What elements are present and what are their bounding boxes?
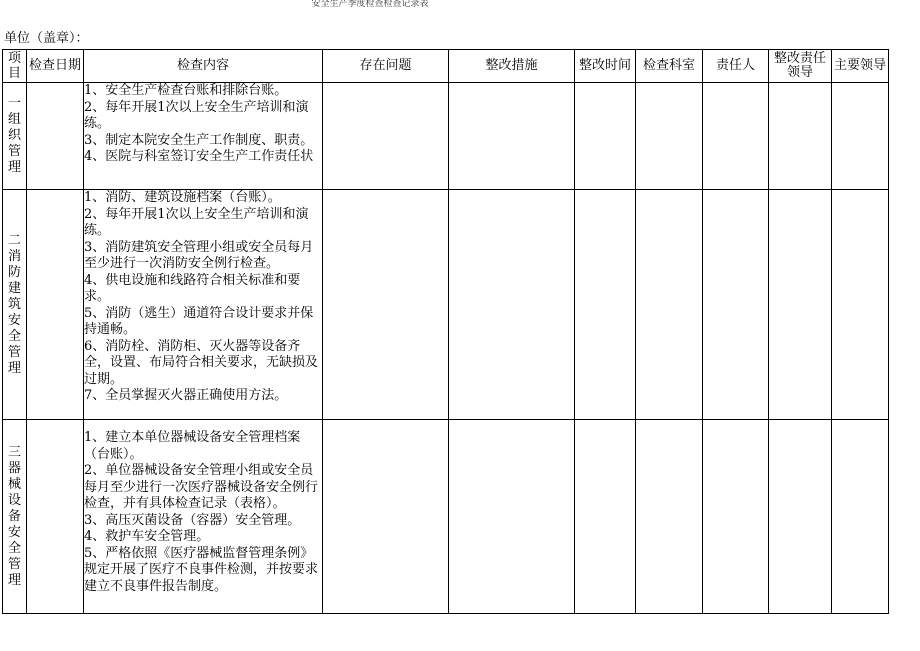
- content-cell: [84, 190, 323, 420]
- content-line: 2、每年开展1次以上安全生产培训和演练。: [84, 206, 309, 238]
- table-row: [3, 83, 889, 190]
- item-label: 二消防建筑安全管理: [8, 232, 22, 376]
- problems-cell[interactable]: [323, 190, 449, 420]
- date-cell[interactable]: [27, 190, 84, 420]
- header-dept: 检查科室: [636, 50, 703, 83]
- content-line: 4、医院与科室签订安全生产工作责任状: [84, 149, 314, 164]
- problems-cell[interactable]: [323, 420, 449, 614]
- content-line: 7、全员掌握灭火器正确使用方法。: [84, 388, 288, 403]
- content-line: 1、建立本单位器械设备安全管理档案（台账）。: [84, 430, 301, 462]
- content-cell: [84, 420, 323, 614]
- table-row: [3, 420, 889, 614]
- content-line: 3、制定本院安全生产工作制度、职责。: [84, 132, 314, 148]
- header-row: [3, 50, 889, 83]
- leader-resp-cell[interactable]: [769, 420, 832, 614]
- time-cell[interactable]: [575, 420, 636, 614]
- measures-cell[interactable]: [449, 83, 575, 190]
- item-label: 一组织管理: [8, 96, 22, 175]
- item-cell: [3, 420, 27, 614]
- content-line: 6、消防栓、消防柜、灭火器等设备齐全，设置、布局符合相关要求，无缺损及过期。: [84, 338, 319, 387]
- person-cell[interactable]: [703, 190, 769, 420]
- date-cell[interactable]: [27, 83, 84, 190]
- content-line: 1、安全生产检查台账和排除台账。: [84, 83, 288, 98]
- header-date: 检查日期: [27, 50, 84, 83]
- content-line: 2、每年开展1次以上安全生产培训和演练。: [84, 99, 309, 131]
- content-cell: [84, 83, 323, 190]
- header-leader-main: 主要领导: [832, 50, 889, 83]
- header-leader-resp: 整改责任领导: [769, 50, 832, 83]
- content-line: 4、救护车安全管理。: [84, 529, 210, 544]
- inspection-record-table: [2, 49, 889, 614]
- leader-resp-cell[interactable]: [769, 83, 832, 190]
- content-line: 5、严格依照《医疗器械监督管理条例》规定开展了医疗不良事件检测，并按要求建立不良事件报告制度。: [84, 545, 319, 594]
- leader-main-cell[interactable]: [832, 83, 889, 190]
- content-line: 1、消防、建筑设施档案（台账）。: [84, 190, 281, 205]
- content-line: 5、消防（逃生）通道符合设计要求并保持通畅。: [84, 305, 314, 337]
- table-row: [3, 190, 889, 420]
- item-cell: [3, 83, 27, 190]
- content-line: 4、供电设施和线路符合相关标准和要求。: [84, 272, 301, 304]
- header-measures: 整改措施: [449, 50, 575, 83]
- person-cell[interactable]: [703, 420, 769, 614]
- time-cell[interactable]: [575, 83, 636, 190]
- leader-main-cell[interactable]: [832, 420, 889, 614]
- header-person: 责任人: [703, 50, 769, 83]
- leader-resp-cell[interactable]: [769, 190, 832, 420]
- item-cell: [3, 190, 27, 420]
- leader-main-cell[interactable]: [832, 190, 889, 420]
- content-line: 3、消防建筑安全管理小组或安全员每月至少进行一次消防安全例行检查。: [84, 239, 314, 271]
- problems-cell[interactable]: [323, 83, 449, 190]
- header-problems: 存在问题: [323, 50, 449, 83]
- unit-stamp-label: 单位（盖章）：: [4, 31, 89, 46]
- header-time: 整改时间: [575, 50, 636, 83]
- dept-cell[interactable]: [636, 83, 703, 190]
- content-line: 3、高压灭菌设备（容器）安全管理。: [84, 512, 301, 528]
- dept-cell[interactable]: [636, 420, 703, 614]
- time-cell[interactable]: [575, 190, 636, 420]
- person-cell[interactable]: [703, 83, 769, 190]
- header-item: 项目: [3, 50, 27, 83]
- measures-cell[interactable]: [449, 190, 575, 420]
- content-line: 2、单位器械设备安全管理小组或安全员每月至少进行一次医疗器械设备安全例行检查，并有具体检查记录（表格）。: [84, 463, 319, 511]
- header-content: 检查内容: [84, 50, 323, 83]
- dept-cell[interactable]: [636, 190, 703, 420]
- item-label: 三器械设备安全管理: [8, 444, 22, 588]
- measures-cell[interactable]: [449, 420, 575, 614]
- date-cell[interactable]: [27, 420, 84, 614]
- document-title: 安全生产季度检查检查记录表: [311, 0, 429, 9]
